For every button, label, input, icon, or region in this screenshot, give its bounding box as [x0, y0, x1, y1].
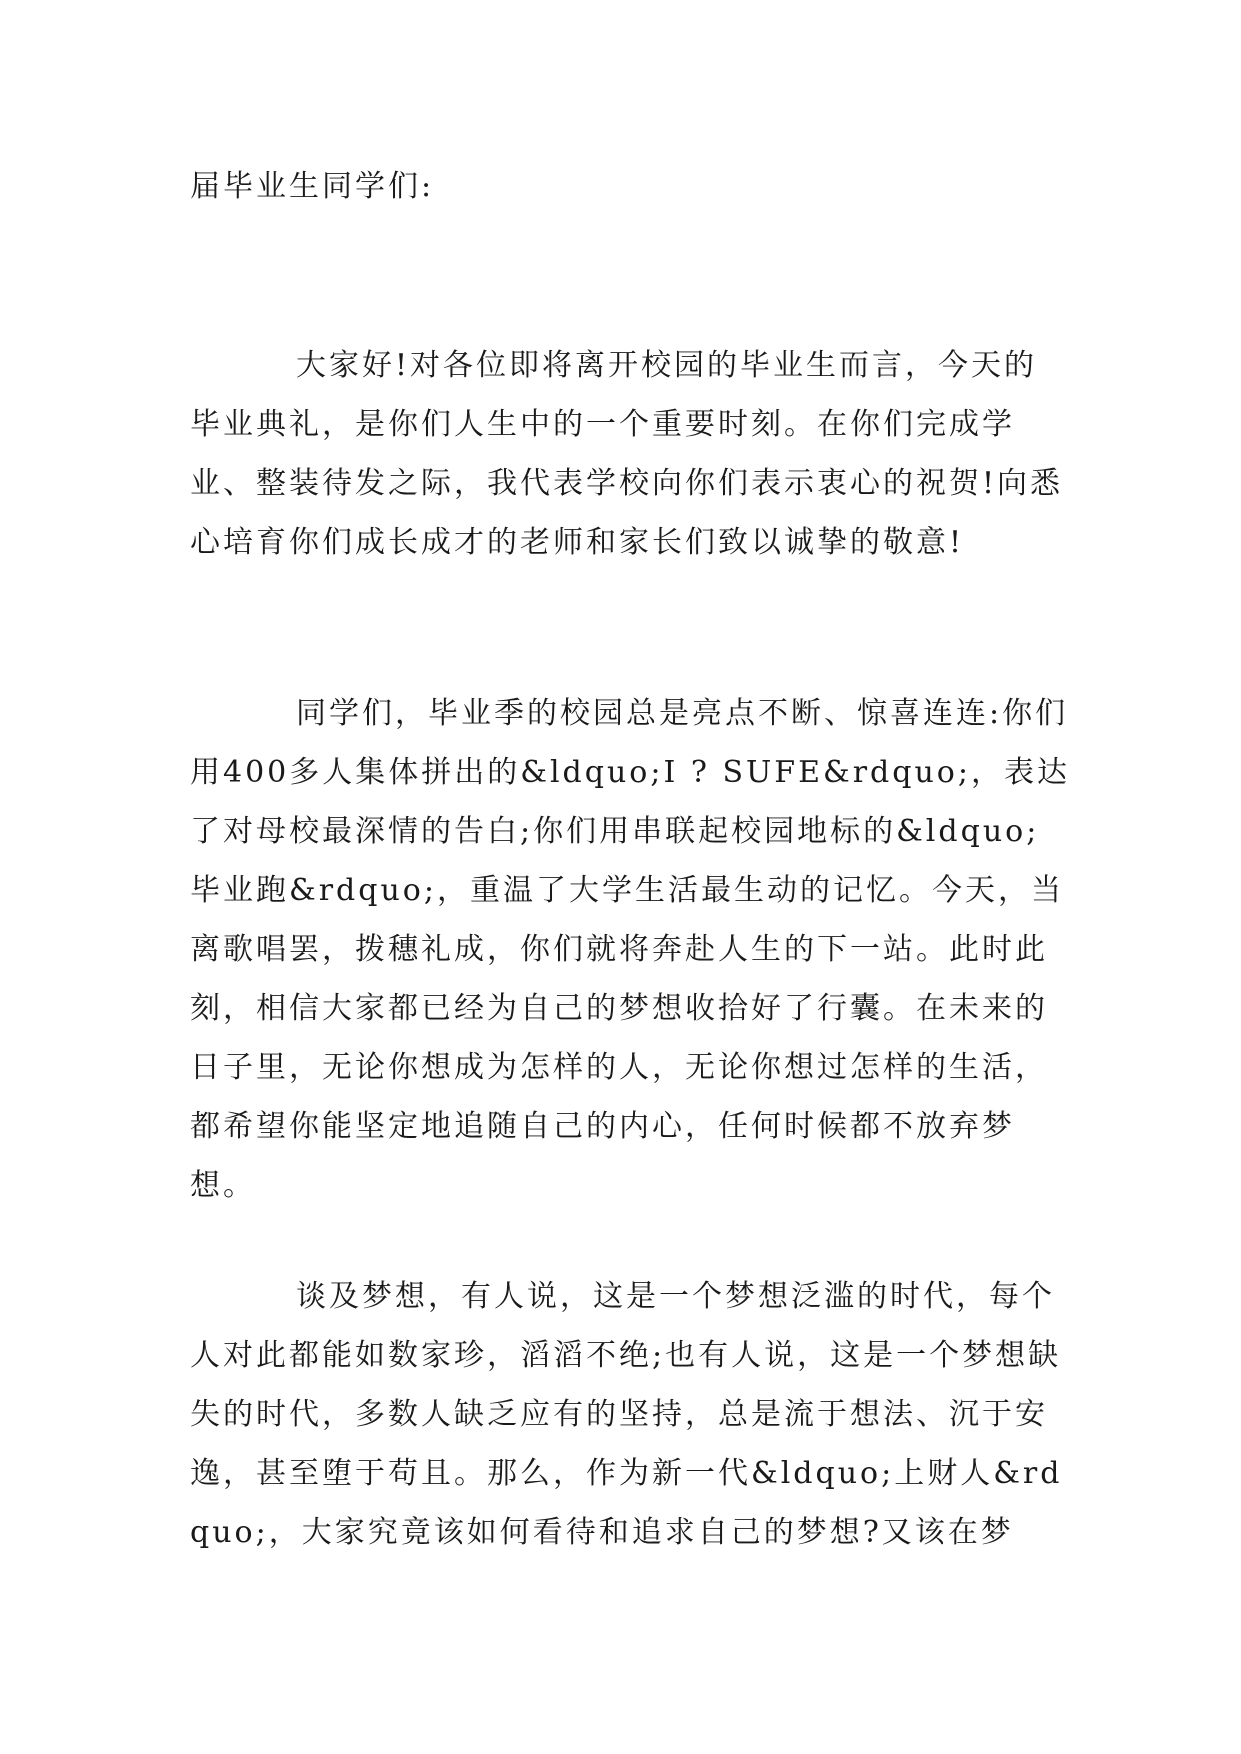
paragraph-dreams: 谈及梦想，有人说，这是一个梦想泛滥的时代，每个人对此都能如数家珍，滔滔不绝;也有人说，这是一个梦想缺失的时代，多数人缺乏应有的坚持，总是流于想法、沉于安逸，甚至堕于苟且。那么，作为新一代&ldquo;上财人&rdquo;，大家究竟该如何看待和追求自己的梦想?又该在梦	[190, 1279, 1063, 1550]
paragraph-graduation-season: 同学们，毕业季的校园总是亮点不断、惊喜连连:你们用400多人集体拼出的&ldquo;I ? SUFE&rdquo;，表达了对母校最深情的告白;你们用串联起校园地标的&ldquo;毕业跑&rdquo;，重温了大学生活最生动的记忆。今天，当离歌唱罢，拨穗礼成，你们就将奔赴人生的下一站。此时此刻，相信大家都已经为自己的梦想收拾好了行囊。在未来的日子里，无论你想成为怎样的人，无论你想过怎样的生活，都希望你能坚定地追随自己的内心，任何时候都不放弃梦想。	[190, 696, 1070, 1203]
paragraph-greeting: 大家好!对各位即将离开校园的毕业生而言，今天的毕业典礼，是你们人生中的一个重要时刻。在你们完成学业、整装待发之际，我代表学校向你们表示衷心的祝贺!向悉心培育你们成长成才的老师和家长们致以诚挚的敬意!	[190, 348, 1064, 560]
salutation-line: 届毕业生同学们:	[190, 169, 435, 204]
